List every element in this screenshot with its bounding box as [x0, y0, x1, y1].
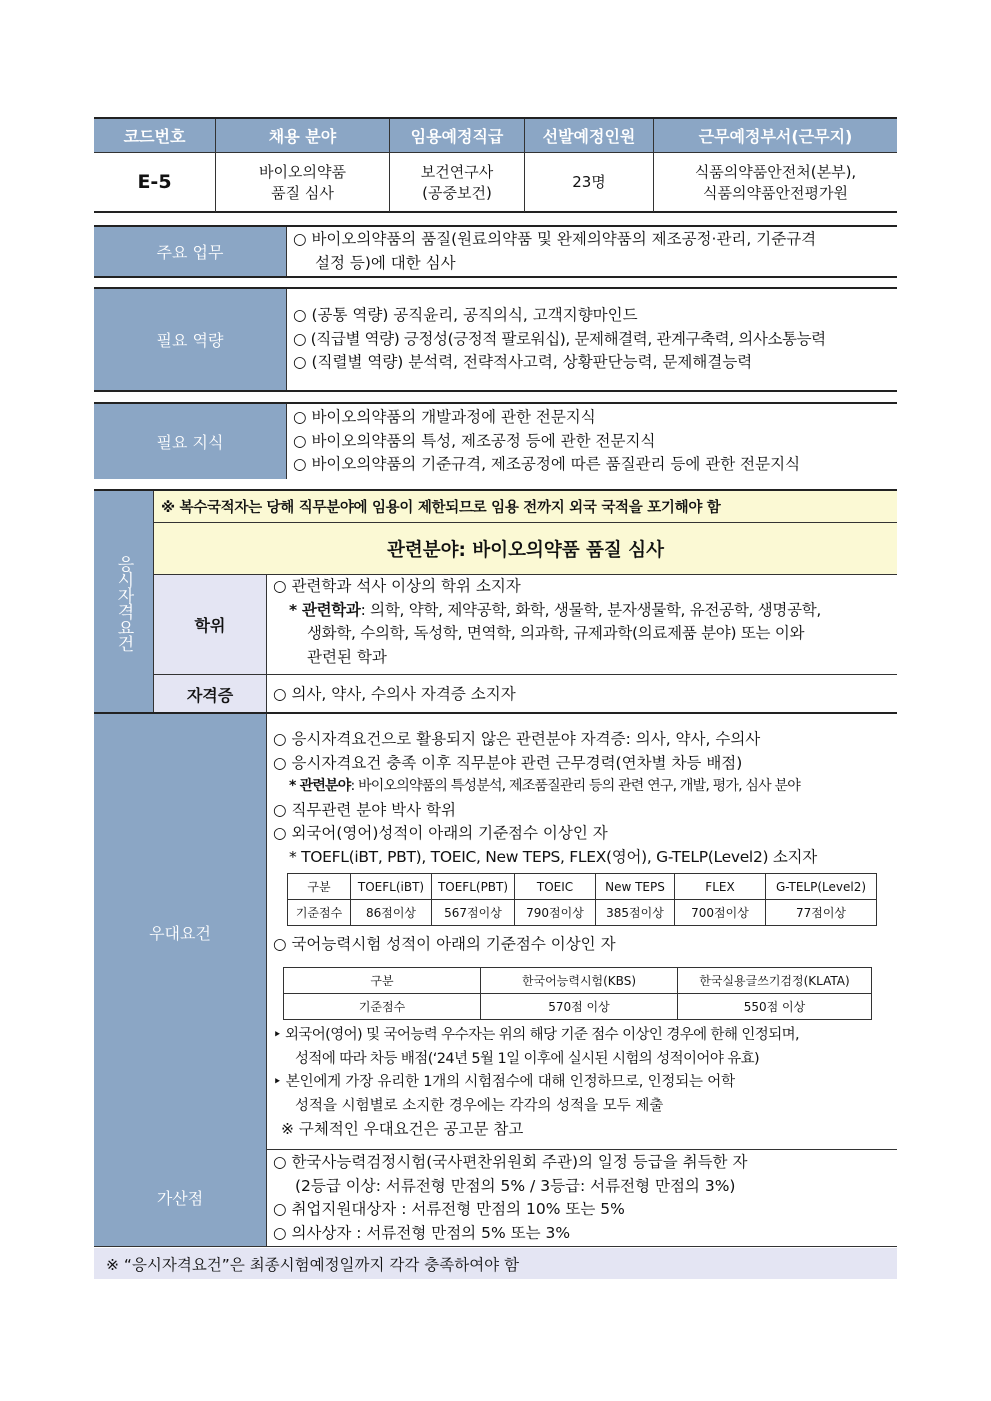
pref-line-1: ○ 응시자격요건으로 활용되지 않은 관련분야 자격증: 의사, 약사, 수의사	[273, 730, 761, 748]
duties-line-1: ○ 바이오의약품의 품질(원료의약품 및 완제의약품의 제조공정·관리, 기준규격	[293, 230, 817, 248]
eng-r-6: 77점이상	[766, 900, 877, 926]
pref-line-2: ○ 응시자격요건 충족 이후 직무분야 관련 근무경력(연차별 차등 배점)	[273, 753, 743, 772]
kor-r-0: 기준점수	[284, 994, 481, 1020]
license-label: 자격증	[153, 675, 266, 714]
related-field-title: 관련분야: 바이오의약품 품질 심사	[153, 523, 897, 575]
eng-r-5: 700점이상	[675, 900, 766, 926]
degree-line-3: 생화학, 수의학, 독성학, 면역학, 의과학, 규제과학(의료제품 분야) 또는 이와	[307, 624, 805, 642]
knowledge-label: 필요 지식	[94, 404, 286, 479]
competency-line-3: ○ (직렬별 역량) 분석력, 전략적사고력, 상황판단능력, 문제해결능력	[293, 353, 753, 371]
field-cell	[215, 153, 389, 212]
dept-cell	[653, 153, 897, 212]
header-dept: 근무예정부서(근무지)	[653, 119, 897, 152]
eng-h-4: New TEPS	[596, 874, 675, 900]
dept-line-1: 식품의약품안전처(본부),	[694, 162, 857, 181]
field-line-2: 품질 심사	[271, 183, 334, 202]
kor-h-2: 한국실용글쓰기검정(KLATA)	[678, 968, 872, 994]
pref-note-1a: ‣ 외국어(영어) 및 국어능력 우수자는 위의 해당 기준 점수 이상인 경우에 한해 인정되며,	[273, 1027, 800, 1043]
degree-line-2: * 관련학과: 의학, 약학, 제약공학, 화학, 생물학, 분자생물학, 유전공학, 생명공학,	[289, 600, 822, 619]
knowledge-line-1: ○ 바이오의약품의 개발과정에 관한 전문지식	[293, 408, 596, 426]
eng-h-5: FLEX	[675, 874, 766, 900]
bonus-label: 가산점	[94, 1149, 266, 1246]
bonus-line-2: (2등급 이상: 서류전형 만점의 5% / 3등급: 서류전형 만점의 3%)	[295, 1176, 736, 1195]
korean-table-header	[284, 968, 872, 994]
eligibility-label-text: 응시자격요건	[113, 554, 134, 651]
kor-h-1: 한국어능력시험(KBS)	[481, 968, 678, 994]
competency-section	[94, 287, 897, 392]
pref-line-7: ○ 국어능력시험 성적이 아래의 기준점수 이상인 자	[273, 935, 616, 953]
bonus-line-1: ○ 한국사능력검정시험(국사편찬위원회 주관)의 일정 등급을 취득한 자	[273, 1153, 748, 1171]
degree-line-4: 관련된 학과	[307, 647, 387, 666]
pref-note-2a: ‣ 본인에게 가장 유리한 1개의 시험점수에 대해 인정하므로, 인정되는 어학	[273, 1074, 735, 1090]
preference-body	[266, 714, 897, 1150]
kor-r-1: 570점 이상	[481, 994, 678, 1020]
eng-h-1: TOEFL(iBT)	[351, 874, 432, 900]
data-row	[94, 152, 897, 213]
eng-h-0: 구분	[288, 874, 351, 900]
eng-h-3: TOEIC	[515, 874, 596, 900]
eng-r-3: 790점이상	[515, 900, 596, 926]
bonus-body	[266, 1149, 897, 1246]
knowledge-line-3: ○ 바이오의약품의 기준규격, 제조공정에 따른 품질관리 등에 관한 전문지식	[293, 455, 801, 473]
eng-r-0: 기준점수	[288, 900, 351, 926]
eligibility-label	[94, 491, 153, 714]
pref-line-4: ○ 직무관련 분야 박사 학위	[273, 800, 456, 819]
dual-nationality-notice: ※ 복수국적자는 당해 직무분야에 임용이 제한되므로 임용 전까지 외국 국적을 포기해야 함	[153, 491, 897, 523]
korean-score-table	[283, 967, 872, 1020]
pref-line-3: * 관련분야: 바이오의약품의 특성분석, 제조품질관리 등의 관련 연구, 개발, 평가, 심사 분야	[289, 778, 800, 794]
degree-body	[266, 575, 897, 675]
knowledge-section	[94, 402, 897, 479]
degree-label: 학위	[153, 575, 266, 675]
pref-note-3: ※ 구체적인 우대요건은 공고문 참고	[281, 1120, 524, 1138]
duties-line-2: 설정 등)에 대한 심사	[315, 253, 456, 272]
count-cell: 23명	[524, 153, 653, 212]
field-line-1: 바이오의약품	[259, 162, 346, 181]
knowledge-body	[286, 404, 897, 479]
eng-r-1: 86점이상	[351, 900, 432, 926]
eng-h-2: TOEFL(PBT)	[432, 874, 515, 900]
header-code: 코드번호	[94, 119, 215, 152]
kor-r-2: 550점 이상	[678, 994, 872, 1020]
grade-line-1: 보건연구사	[420, 162, 494, 181]
english-table-row	[288, 900, 877, 926]
header-field: 채용 분야	[215, 119, 389, 152]
grade-line-2: (공중보건)	[422, 183, 492, 202]
pref-line-6: * TOEFL(iBT, PBT), TOEIC, New TEPS, FLEX(영어), G-TELP(Level2) 소지자	[289, 847, 817, 866]
header-count: 선발예정인원	[524, 119, 653, 152]
pref-line-5: ○ 외국어(영어)성적이 아래의 기준점수 이상인 자	[273, 824, 608, 842]
english-score-table	[287, 873, 877, 926]
knowledge-line-2: ○ 바이오의약품의 특성, 제조공정 등에 관한 전문지식	[293, 431, 656, 450]
kor-h-0: 구분	[284, 968, 481, 994]
duties-body	[286, 227, 897, 276]
competency-line-1: ○ (공통 역량) 공직윤리, 공직의식, 고객지향마인드	[293, 306, 638, 324]
header-grade: 임용예정직급	[389, 119, 524, 152]
eng-r-2: 567점이상	[432, 900, 515, 926]
footer-note: ※ “응시자격요건”은 최종시험예정일까지 각각 충족하여야 함	[94, 1248, 897, 1279]
preference-section	[94, 712, 897, 1150]
bonus-line-4: ○ 의사상자 : 서류전형 만점의 5% 또는 3%	[273, 1223, 571, 1242]
pref-note-2b: 성적을 시험별로 소지한 경우에는 각각의 성적을 모두 제출	[295, 1097, 664, 1114]
duties-section	[94, 225, 897, 278]
competency-line-2: ○ (직급별 역량) 긍정성(긍정적 팔로워십), 문제해결력, 관계구축력, 의사소통능력	[293, 329, 826, 348]
preference-label: 우대요건	[94, 714, 266, 1150]
competency-label: 필요 역량	[94, 289, 286, 390]
bonus-section	[94, 1149, 897, 1247]
pref-note-1b: 성적에 따라 차등 배점(‘24년 5월 1일 이후에 실시된 시험의 성적이어야 유효)	[295, 1050, 760, 1067]
eng-r-4: 385점이상	[596, 900, 675, 926]
bonus-line-3: ○ 취업지원대상자 : 서류전형 만점의 10% 또는 5%	[273, 1200, 625, 1218]
license-body: ○ 의사, 약사, 수의사 자격증 소지자	[266, 675, 897, 714]
duties-label: 주요 업무	[94, 227, 286, 276]
dept-line-2: 식품의약품안전평가원	[703, 183, 848, 202]
top-table	[94, 117, 897, 213]
eng-h-6: G-TELP(Level2)	[766, 874, 877, 900]
code-cell: E-5	[137, 171, 172, 193]
korean-table-row	[284, 994, 872, 1020]
competency-body	[286, 289, 897, 390]
eligibility-section	[94, 489, 897, 714]
degree-line-1: ○ 관련학과 석사 이상의 학위 소지자	[273, 577, 521, 595]
english-table-header	[288, 874, 877, 900]
grade-cell	[389, 153, 524, 212]
